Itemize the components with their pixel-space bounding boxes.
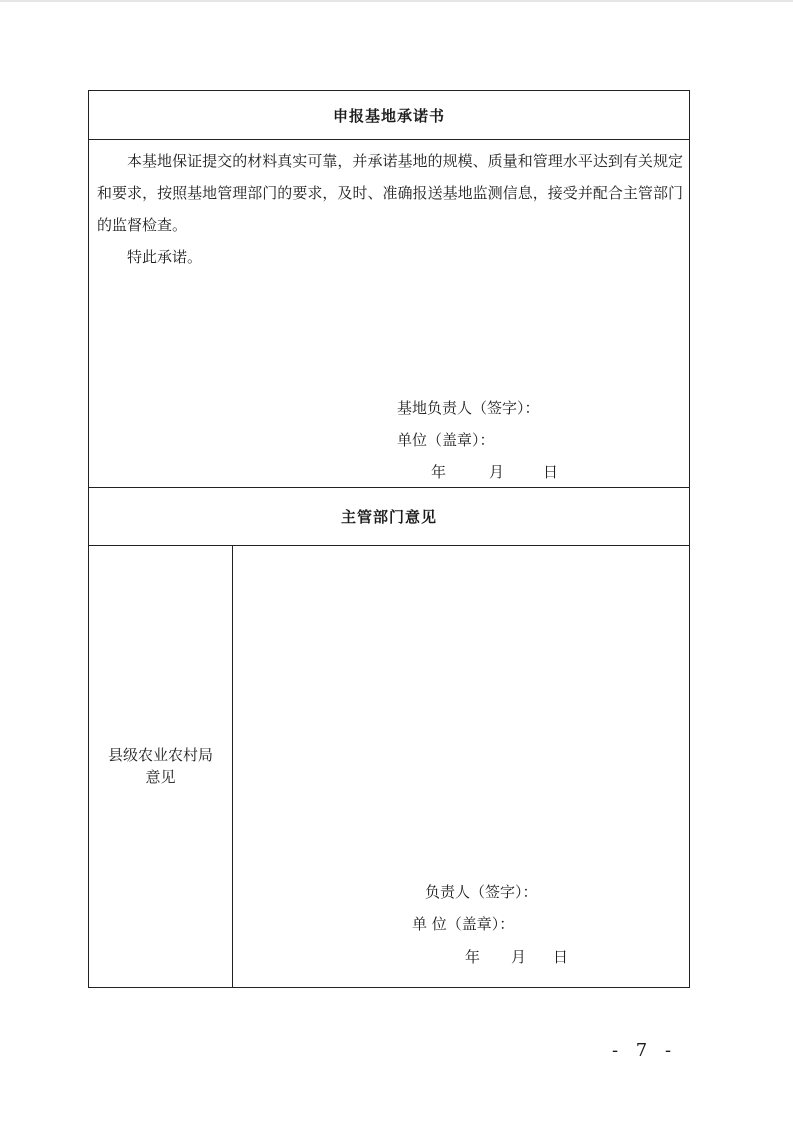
county-bureau-label-line2: 意见 bbox=[145, 768, 176, 786]
base-unit-label: 单位（盖章）： bbox=[397, 431, 495, 449]
dept-unit-label: 单 位（盖章）： bbox=[412, 915, 515, 933]
divider bbox=[89, 487, 689, 488]
date-month: 月 bbox=[489, 463, 505, 481]
date-day: 日 bbox=[553, 948, 569, 966]
commitment-paragraph: 本基地保证提交的材料真实可靠，并承诺基地的规模、质量和管理水平达到有关规定和要求，按照基地管理部门的要求，及时、准确报送基地监测信息，接受并配合主管部门的监督检查。 bbox=[97, 152, 683, 234]
column-divider bbox=[232, 545, 233, 987]
date-year: 年 bbox=[431, 463, 447, 481]
date-day: 日 bbox=[543, 463, 559, 481]
date-month: 月 bbox=[511, 948, 527, 966]
dept-opinion-title: 主管部门意见 bbox=[340, 508, 437, 526]
commitment-closing: 特此承诺。 bbox=[127, 248, 203, 266]
county-bureau-label-line1: 县级农业农村局 bbox=[107, 746, 213, 764]
divider bbox=[89, 139, 689, 140]
dept-signer-label: 负责人（签字）： bbox=[425, 883, 538, 901]
page-number: - 7 - bbox=[612, 1040, 678, 1061]
base-signer-label: 基地负责人（签字）： bbox=[397, 399, 540, 417]
county-bureau-label bbox=[89, 545, 232, 987]
page-top-edge bbox=[0, 0, 793, 2]
commitment-title: 申报基地承诺书 bbox=[332, 107, 445, 125]
form-table bbox=[88, 90, 690, 988]
date-year: 年 bbox=[465, 948, 481, 966]
